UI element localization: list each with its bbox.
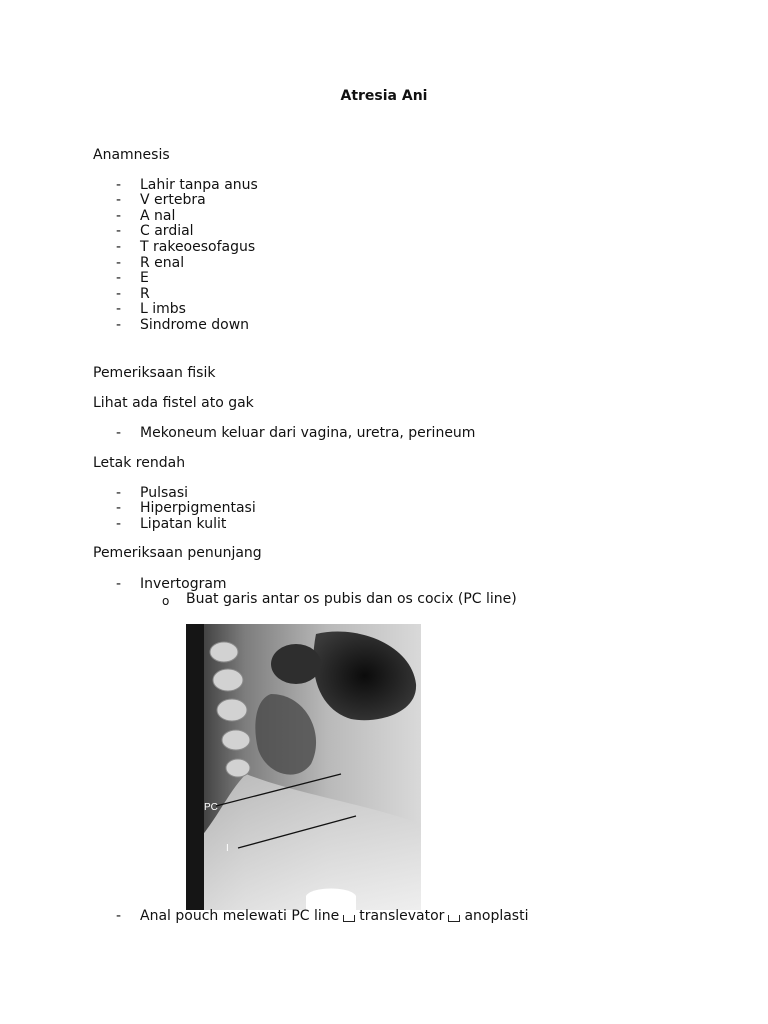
i-line-label: I [226,843,229,854]
list-dash: - [116,485,122,501]
list-item: R enal [140,255,185,271]
list-item: L imbs [140,301,186,317]
list-item: E [140,270,149,286]
list-item: Pulsasi [140,485,189,501]
arrow-icon [448,915,460,922]
list-dash: - [116,425,122,441]
sub-bullet: o [162,594,170,608]
list-dash: - [116,301,122,317]
list-item: C ardial [140,223,194,239]
list-item: R [140,286,150,302]
section-heading-anamnesis: Anamnesis [93,147,170,163]
list-dash: - [116,286,122,302]
list-item: Mekoneum keluar dari vagina, uretra, perineum [140,425,476,441]
conclusion-part1: Anal pouch melewati PC line [140,908,340,924]
conclusion-part2: translevator [359,908,445,924]
list-dash: - [116,576,122,592]
conclusion-line [140,908,528,924]
list-item: Sindrome down [140,317,250,333]
section-heading-physical-exam: Pemeriksaan fisik [93,365,216,381]
fistula-line: Lihat ada fistel ato gak [93,395,254,411]
list-dash: - [116,500,122,516]
list-item: Invertogram [140,576,227,592]
list-item: T rakeoesofagus [140,239,256,255]
sub-list-item: Buat garis antar os pubis dan os cocix (PC line) [186,591,517,607]
page-title: Atresia Ani [340,88,428,104]
list-dash: - [116,317,122,333]
list-dash: - [116,255,122,271]
conclusion-part3: anoplasti [464,908,529,924]
list-item: A nal [140,208,176,224]
list-item: Lahir tanpa anus [140,177,258,193]
pc-line-label: PC [204,802,218,813]
list-dash: - [116,223,122,239]
list-dash: - [116,270,122,286]
list-dash: - [116,516,122,532]
list-dash: - [116,908,122,924]
list-item: Hiperpigmentasi [140,500,256,516]
list-item: Lipatan kulit [140,516,227,532]
list-dash: - [116,177,122,193]
low-position-line: Letak rendah [93,455,186,471]
invertogram-xray-image [186,624,421,910]
list-item: V ertebra [140,192,206,208]
section-heading-support-exam: Pemeriksaan penunjang [93,545,262,561]
list-dash: - [116,192,122,208]
list-dash: - [116,208,122,224]
arrow-icon [343,915,355,922]
list-dash: - [116,239,122,255]
